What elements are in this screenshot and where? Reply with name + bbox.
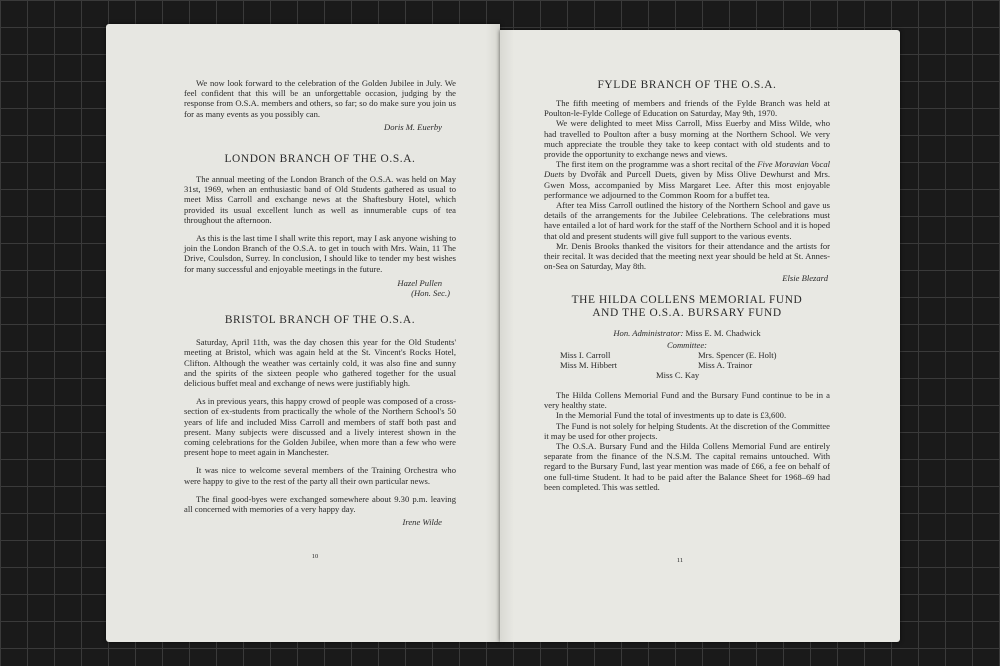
fund-paragraph-3: The Fund is not solely for helping Students. At the discretion of the Committee it may be used for other projects. (544, 420, 830, 441)
london-signature: Hazel Pullen (397, 277, 442, 288)
london-paragraph-2: As this is the last time I shall write this report, may I ask anyone wishing to join the London Branch of the O.S.A. to get in touch with Mrs. Wain, 11 The Drive, Coulsdon, Surrey. In conclusion, I should like to tender my best wishes for many successful and enjoyable meetings in the future. (184, 233, 456, 274)
right-page-column (544, 79, 830, 492)
intro-signature: Doris M. Euerby (384, 121, 442, 132)
london-paragraph-1: The annual meeting of the London Branch of the O.S.A. was held on May 31st, 1969, when an enthusiastic band of Old Students gathered as usual to meet Miss Carroll and exchange news at the Shaftesbury Hotel, which provided its usual excellent lunch as well as innumerable cups of tea throughout the afternoon. (184, 174, 456, 225)
fylde-paragraph-1: The fifth meeting of members and friends of the Fylde Branch was held at Poulton-le-Fylde College of Education on Saturday, May 9th, 1970. (544, 98, 830, 119)
bristol-branch-heading: BRISTOL BRANCH OF THE O.S.A. (224, 314, 416, 327)
administrator-name: Miss E. M. Chadwick (683, 327, 761, 338)
committee-label: Committee: (666, 339, 708, 350)
fund-heading-line-1: THE HILDA COLLENS MEMORIAL FUND (571, 293, 803, 306)
fylde-paragraph-2: We were delighted to meet Miss Carroll, Miss Euerby and Miss Wilde, who had travelled to Poulton after a busy morning at the Northern School. We very much appreciate the trouble they take to keep contact with old students and to provide the opportunity to exchange news and views. (544, 118, 830, 160)
duets-title: Five Moravian Vocal Duets (544, 159, 830, 180)
fylde-paragraph-3-end: by Dvořák and Purcell Duets, given by Miss Olive Dewhurst and Mrs. Gwen Moss, accompanied by Miss Margaret Lee. After this most enjoyable performance we adjourned to the Common Room for a buffet tea. (544, 169, 830, 200)
fylde-paragraph-5: Mr. Denis Brooks thanked the visitors for their attendance and the artists for their recital. It was decided that the meeting next year should be held at St. Annes-on-Sea on Saturday, May 8th. (544, 240, 830, 272)
london-branch-heading: LONDON BRANCH OF THE O.S.A. (224, 153, 416, 166)
committee-member: Miss C. Kay (656, 370, 700, 381)
page-number-left: 10 (311, 553, 319, 560)
bristol-paragraph-1: Saturday, April 11th, was the day chosen this year for the Old Students' meeting at Bristol, which was again held at the St. Vincent's Rocks Hotel, Clifton. Although the weather was certainly cold, it was also fine and sunny and the spirits of the sixteen people who gathered together for the usual delicious buffet meal and exchange of news were justifiably high. (184, 337, 456, 389)
administrator-line (544, 328, 830, 338)
fund-paragraph-1: The Hilda Collens Memorial Fund and the Bursary Fund continue to be in a very healthy state. (544, 390, 830, 411)
committee-member: Miss A. Trainor (698, 360, 753, 371)
fylde-paragraph-3-start: The first item on the programme was a short recital of the (556, 159, 758, 170)
bristol-paragraph-2: As in previous years, this happy crowd of people was composed of a cross-section of ex-students from practically the whole of the Northern School's 50 years of life and included Miss Carroll and members of staff both past and present. Many subjects were discussed and a lively interest shown in the coming celebrations for the Golden Jubilee, when more than a few who were present hope to meet again in Manchester. (184, 396, 456, 458)
committee-member: Miss M. Hibbert (560, 360, 618, 371)
fylde-signature: Elsie Blezard (782, 273, 828, 284)
bristol-signature: Irene Wilde (402, 517, 442, 528)
fund-paragraph-2: In the Memorial Fund the total of investments up to date is £3,600. (556, 410, 787, 421)
committee-list (544, 350, 830, 390)
administrator-label: Hon. Administrator: (613, 327, 684, 338)
left-page (106, 24, 500, 642)
fylde-paragraph-4: After tea Miss Carroll outlined the history of the Northern School and gave us details of the arrangements for the Jubilee Celebrations. The celebrations must have entailed a lot of hard work for the staff of the Northern School and it is hoped that old and present students will give full support to the various events. (544, 200, 830, 241)
committee-member: Miss I. Carroll (560, 350, 611, 361)
fund-paragraph-4: The O.S.A. Bursary Fund and the Hilda Collens Memorial Fund are entirely separate from the finance of the N.S.M. The capital remains untouched. With regard to the Bursary Fund, last year mention was made of £66, a fee on behalf of one full-time Student. It had to be paid after the Balance Sheet for 1968–69 had been completed. This was settled. (544, 441, 830, 492)
right-page (500, 30, 900, 642)
bristol-paragraph-3: It was nice to welcome several members of the Training Orchestra who were happy to give to the rest of the party all their own particular news. (184, 465, 456, 486)
page-number-right: 11 (676, 557, 684, 564)
jubilee-paragraph: We now look forward to the celebration of the Golden Jubilee in July. We feel confident that this will be an unforgettable occasion, judging by the response from O.S.A. members and others, so far; so do make sure you join us for as many events as you possibly can. (184, 78, 456, 119)
fund-heading-line-2: AND THE O.S.A. BURSARY FUND (592, 306, 782, 319)
london-signature-role: (Hon. Sec.) (411, 288, 450, 299)
bristol-paragraph-4: The final good-byes were exchanged somewhere about 9.30 p.m. leaving all concerned with memories of a very happy day. (184, 493, 456, 515)
committee-member: Mrs. Spencer (E. Holt) (698, 350, 777, 361)
fylde-paragraph-3 (544, 159, 830, 200)
fylde-branch-heading: FYLDE BRANCH OF THE O.S.A. (597, 79, 777, 91)
left-page-column (184, 78, 456, 528)
